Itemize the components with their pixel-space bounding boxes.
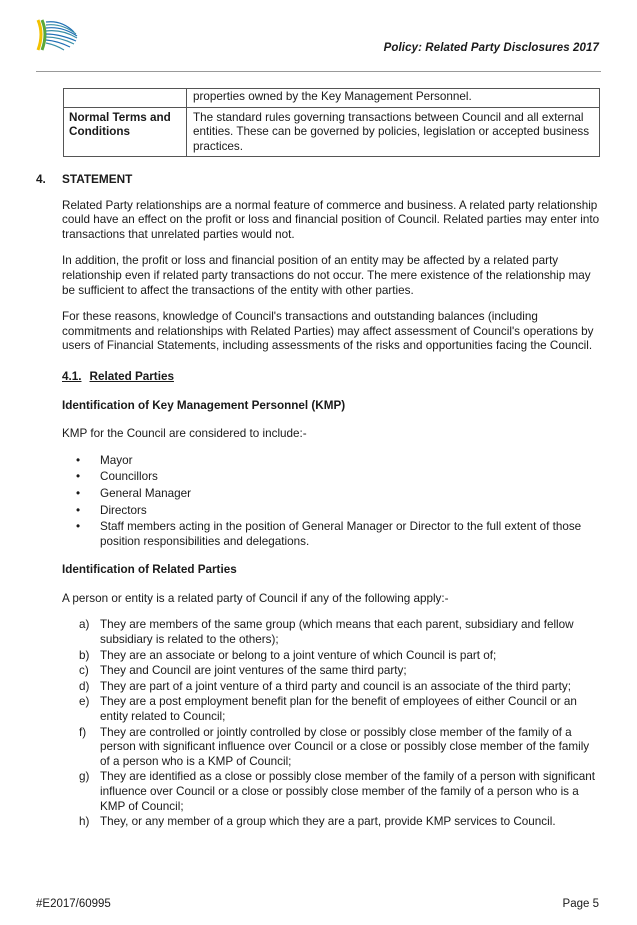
bullet-icon: • [76,453,81,467]
table-row [64,89,600,108]
document-title: Policy: Related Party Disclosures 2017 [383,42,599,54]
bullet-icon: • [76,486,81,500]
list-item: • Mayor [62,454,601,469]
definition-description: The standard rules governing transactions between Council and all external entities. These can be governed by policies, legislation or accepted business practices. [187,107,600,157]
header-divider [36,71,601,72]
list-item: g) They are identified as a close or possibly close member of the family of a person with significant influence over Council or a close or possibly close member of the family of a person who is a KMP of Council; [79,770,596,813]
subsection-heading [62,370,601,385]
subsection-title: Related Parties [89,369,174,383]
list-item: f) They are controlled or jointly controlled by close or possibly close member of the family of a person with significant influence over Council or a close or possibly close member of the family of a person who is a KMP of Council; [79,725,590,768]
list-item: • Staff members acting in the position of General Manager or Director to the full extent of those position responsibilities and delegations. [62,520,601,549]
kmp-intro: KMP for the Council are considered to include:- [62,427,307,441]
list-item: a) They are members of the same group (which means that each parent, subsidiary and fellow subsidiary is related to the others); [79,618,574,647]
paragraph: For these reasons, knowledge of Council's transactions and outstanding balances (including commitments and relationships with Related Parties) may affect assessment of Council's operations by users of Financial Statements, including assessments of the risks and opportunities facing the Council. [62,310,594,353]
definition-term [64,89,187,108]
document-reference: #E2017/60995 [36,898,111,910]
list-item: • General Manager [62,487,601,502]
bullet-icon: • [76,503,81,517]
paragraph: Related Party relationships are a normal feature of commerce and business. A related party relationship could have an effect on the profit or loss and financial position of Council. Related parties may enter into transactions that unrelated parties would not. [62,198,600,241]
list-item: h) They, or any member of a group which they are a part, provide KMP services to Council. [79,815,556,829]
list-item: b) They are an associate or belong to a joint venture of which Council is part of; [79,648,497,662]
list-item: • Councillors [62,470,601,485]
list-item: c) They and Council are joint ventures of the same third party; [79,664,407,678]
section-number: 4. [36,172,46,186]
list-item: • Directors [62,504,601,519]
subsection-number: 4.1. [62,369,82,383]
kmp-list [62,454,601,550]
definition-term: Normal Terms and Conditions [64,107,187,157]
list-item: e) They are a post employment benefit plan for the benefit of employees of either Council or an entity related to Council; [79,695,577,724]
definition-description: properties owned by the Key Management Personnel. [187,89,600,108]
related-parties-intro: A person or entity is a related party of Council if any of the following apply:- [62,591,449,605]
page-number: Page 5 [562,898,599,910]
paragraph: In addition, the profit or loss and financial position of an entity may be affected by a related party relationship even if related party transactions do not occur. The mere existence of the relationship may be sufficient to affect the transactions of the entity with other parties. [62,254,591,297]
list-item: d) They are part of a joint venture of a third party and council is an associate of the third party; [79,679,572,693]
section-heading [36,172,601,187]
table-row [64,107,600,157]
section-title: STATEMENT [62,172,133,186]
related-parties-heading: Identification of Related Parties [62,563,237,577]
main-content [36,172,601,831]
council-logo-icon [34,14,82,56]
bullet-icon: • [76,520,81,534]
bullet-icon: • [76,470,81,484]
definitions-table [63,88,600,157]
related-parties-list [62,618,601,829]
kmp-heading: Identification of Key Management Personnel (KMP) [62,398,346,412]
